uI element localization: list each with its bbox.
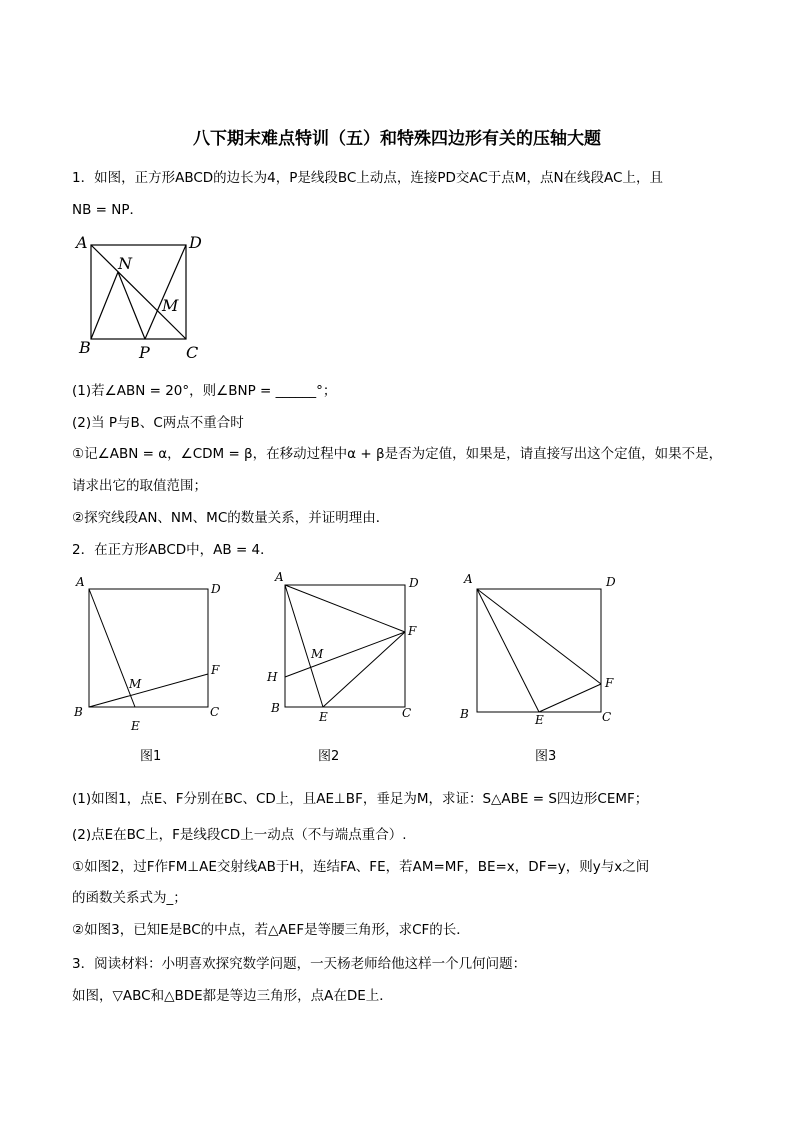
page-title: 八下期末难点特训（五）和特殊四边形有关的压轴大题 [193, 129, 601, 149]
q2-fig3-label-c: C [602, 710, 612, 724]
q2-fig3-label-f: F [605, 676, 614, 690]
q1-label-p: P [139, 343, 150, 362]
q2-figure-2 [285, 585, 405, 707]
q2-fig1-segment-bf [89, 674, 208, 707]
q1-label-d: D [189, 233, 202, 252]
q2-fig2-segment-hf [285, 632, 405, 677]
q2-fig3-segment-af [477, 589, 601, 684]
q2-fig1-label-d: D [211, 582, 221, 596]
q2-fig3-segment-ae [477, 589, 539, 712]
q1-stem-line2: NB = NP． [72, 202, 143, 218]
q1-diagonal-ac [91, 245, 186, 339]
q2-part2a-line2: 的函数关系式为_； [72, 890, 187, 906]
q2-figure-1 [89, 589, 208, 707]
q1-label-n: N [118, 254, 132, 273]
q2-fig2-segment-ae [285, 585, 323, 707]
q2-fig3-label-a: A [464, 572, 473, 586]
q2-fig1-label-m: M [129, 677, 142, 691]
q2-fig1-label-e: E [131, 719, 140, 733]
q2-fig2-label-f: F [408, 624, 417, 638]
q2-fig2-label-h: H [267, 670, 278, 684]
q2-part2a-line1: ①如图2，过F作FM⊥AE交射线AB于H，连结FA、FE，若AM=MF，BE=x，DF=y，则y与x之间 [72, 859, 650, 875]
q2-fig1-label-b: B [74, 705, 83, 719]
q2-fig3-label-e: E [535, 713, 544, 727]
q1-part2b: ②探究线段AN、NM、MC的数量关系，并证明理由． [72, 510, 390, 526]
q1-segment-bn [91, 272, 118, 339]
q1-segment-pd [145, 245, 186, 339]
q2-fig2-label-b: B [271, 701, 280, 715]
q1-stem-line1: 1．如图，正方形ABCD的边长为4，P是线段BC上动点，连接PD交AC于点M，点N在线段AC上，且 [72, 170, 663, 186]
q2-fig1-square [89, 589, 208, 707]
q2-fig2-label-e: E [319, 710, 328, 724]
q2-part2b: ②如图3，已知E是BC的中点，若△AEF是等腰三角形，求CF的长． [72, 922, 470, 938]
q2-fig2-label-c: C [402, 706, 412, 720]
q1-part2: (2)当 P与B、C两点不重合时 [72, 415, 244, 431]
q2-fig2-label-d: D [409, 576, 419, 590]
q3-stem-line1: 3．阅读材料：小明喜欢探究数学问题，一天杨老师给他这样一个几何问题： [72, 956, 527, 972]
q2-caption-fig3: 图3 [535, 749, 557, 764]
q2-stem: 2．在正方形ABCD中，AB = 4． [72, 542, 274, 558]
q2-fig2-segment-af [285, 585, 405, 632]
q2-caption-fig2: 图2 [318, 749, 340, 764]
q1-figure [91, 245, 186, 339]
q1-label-m: M [162, 296, 179, 315]
q3-stem-line2: 如图，▽ABC和△BDE都是等边三角形，点A在DE上． [72, 988, 393, 1004]
q2-fig3-label-d: D [606, 575, 616, 589]
q1-part2a-line2: 请求出它的取值范围； [72, 478, 207, 494]
q2-fig2-square [285, 585, 405, 707]
q1-part2a-line1: ①记∠ABN = α，∠CDM = β，在移动过程中α + β是否为定值，如果是，请直接写出这个定值，如果不是， [72, 446, 723, 462]
q2-fig3-segment-ef [539, 684, 601, 712]
q2-caption-fig1: 图1 [140, 749, 162, 764]
q2-fig2-label-m: M [311, 647, 324, 661]
q2-fig2-segment-ef [323, 632, 405, 707]
q2-fig3-square [477, 589, 601, 712]
q2-figure-3 [477, 589, 601, 712]
q1-label-c: C [186, 343, 199, 362]
q2-fig1-label-f: F [211, 663, 220, 677]
q2-part2: (2)点E在BC上，F是线段CD上一动点（不与端点重合）. [72, 827, 407, 843]
q2-part1: (1)如图1，点E、F分别在BC、CD上，且AE⊥BF，垂足为M，求证：S△ABE = S四边形CEMF； [72, 791, 649, 807]
q1-segment-np [118, 272, 145, 339]
q2-fig3-label-b: B [460, 707, 469, 721]
q1-label-b: B [79, 338, 91, 357]
q1-part1: (1)若∠ABN = 20°，则∠BNP = ______°； [72, 383, 337, 399]
q2-fig1-label-c: C [210, 705, 220, 719]
q2-fig1-label-a: A [76, 575, 85, 589]
q1-label-a: A [76, 233, 88, 252]
q2-fig2-label-a: A [275, 570, 284, 584]
